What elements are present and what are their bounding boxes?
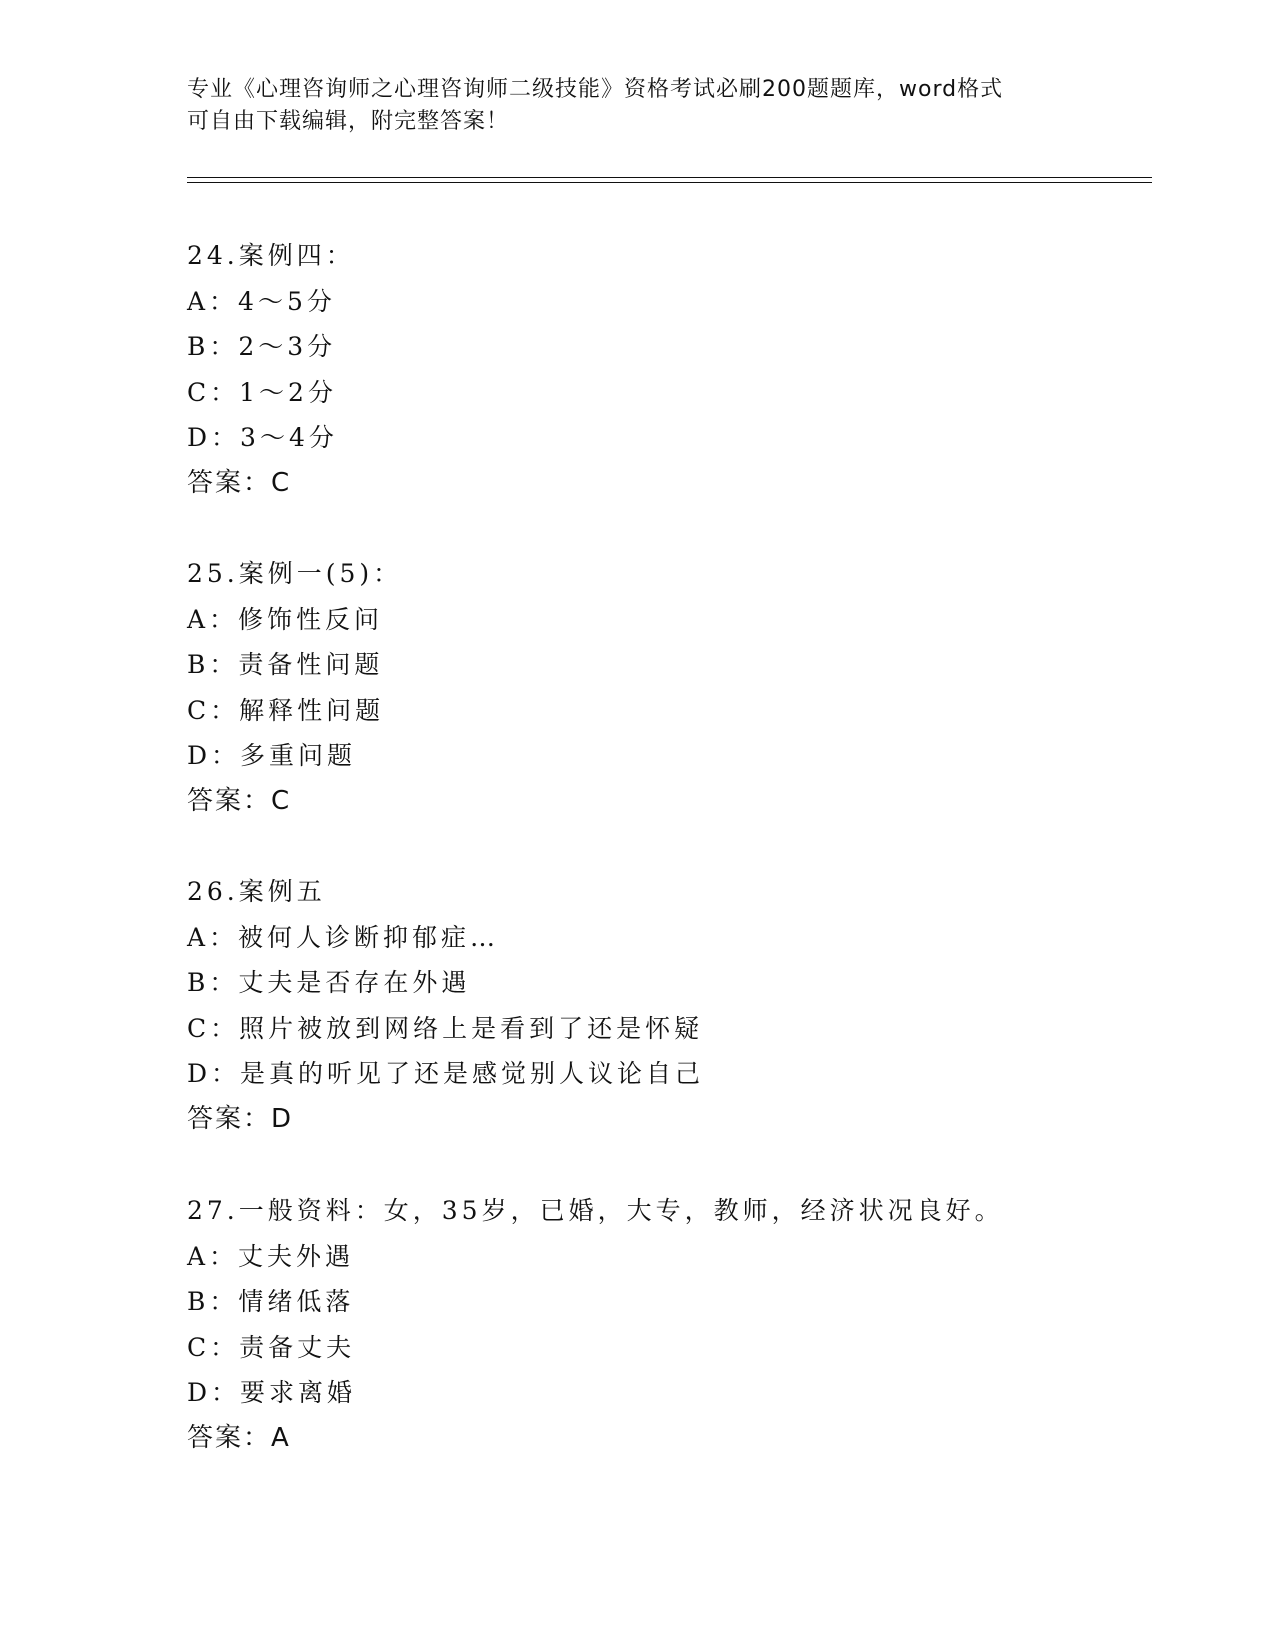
question-title: 24.案例四：	[187, 241, 355, 270]
option-d: D：是真的听见了还是感觉别人议论自己	[187, 1059, 705, 1088]
option-b: B：责备性问题	[187, 650, 384, 679]
option-d: D：要求离婚	[187, 1378, 357, 1407]
question-title: 27.一般资料：女，35岁，已婚，大专，教师，经济状况良好。	[187, 1196, 1004, 1225]
question-block	[187, 233, 1087, 506]
option-a: A：被何人诊断抑郁症…	[187, 922, 500, 952]
option-d: D：3～4分	[187, 423, 338, 452]
answer-line: 答案：D	[187, 1103, 294, 1134]
option-a: A：修饰性反问	[187, 604, 384, 634]
answer-line: 答案：C	[187, 785, 292, 816]
option-a: A：丈夫外遇	[187, 1241, 355, 1271]
option-a: A：4～5分	[187, 286, 336, 316]
question-block	[187, 869, 1087, 1142]
option-b: B：丈夫是否存在外遇	[187, 968, 471, 997]
header-line-2: 可自由下载编辑，附完整答案！	[187, 109, 510, 134]
document-header	[187, 74, 1087, 138]
question-title: 26.案例五	[187, 877, 326, 906]
option-c: C：1～2分	[187, 377, 337, 407]
answer-line: 答案：A	[187, 1422, 291, 1453]
option-c: C：照片被放到网络上是看到了还是怀疑	[187, 1013, 704, 1043]
header-divider-bottom	[187, 182, 1152, 183]
option-b: B：情绪低落	[187, 1287, 355, 1316]
answer-line: 答案：C	[187, 467, 292, 498]
question-title: 25.案例一(5)：	[187, 559, 403, 588]
header-line-1: 专业《心理咨询师之心理咨询师二级技能》资格考试必刷200题题库，word格式	[187, 77, 1004, 102]
header-divider-top	[187, 177, 1152, 178]
question-block	[187, 551, 1087, 824]
question-block	[187, 1188, 1087, 1461]
option-c: C：责备丈夫	[187, 1332, 356, 1362]
option-c: C：解释性问题	[187, 695, 385, 725]
option-d: D：多重问题	[187, 741, 357, 770]
option-b: B：2～3分	[187, 332, 337, 361]
